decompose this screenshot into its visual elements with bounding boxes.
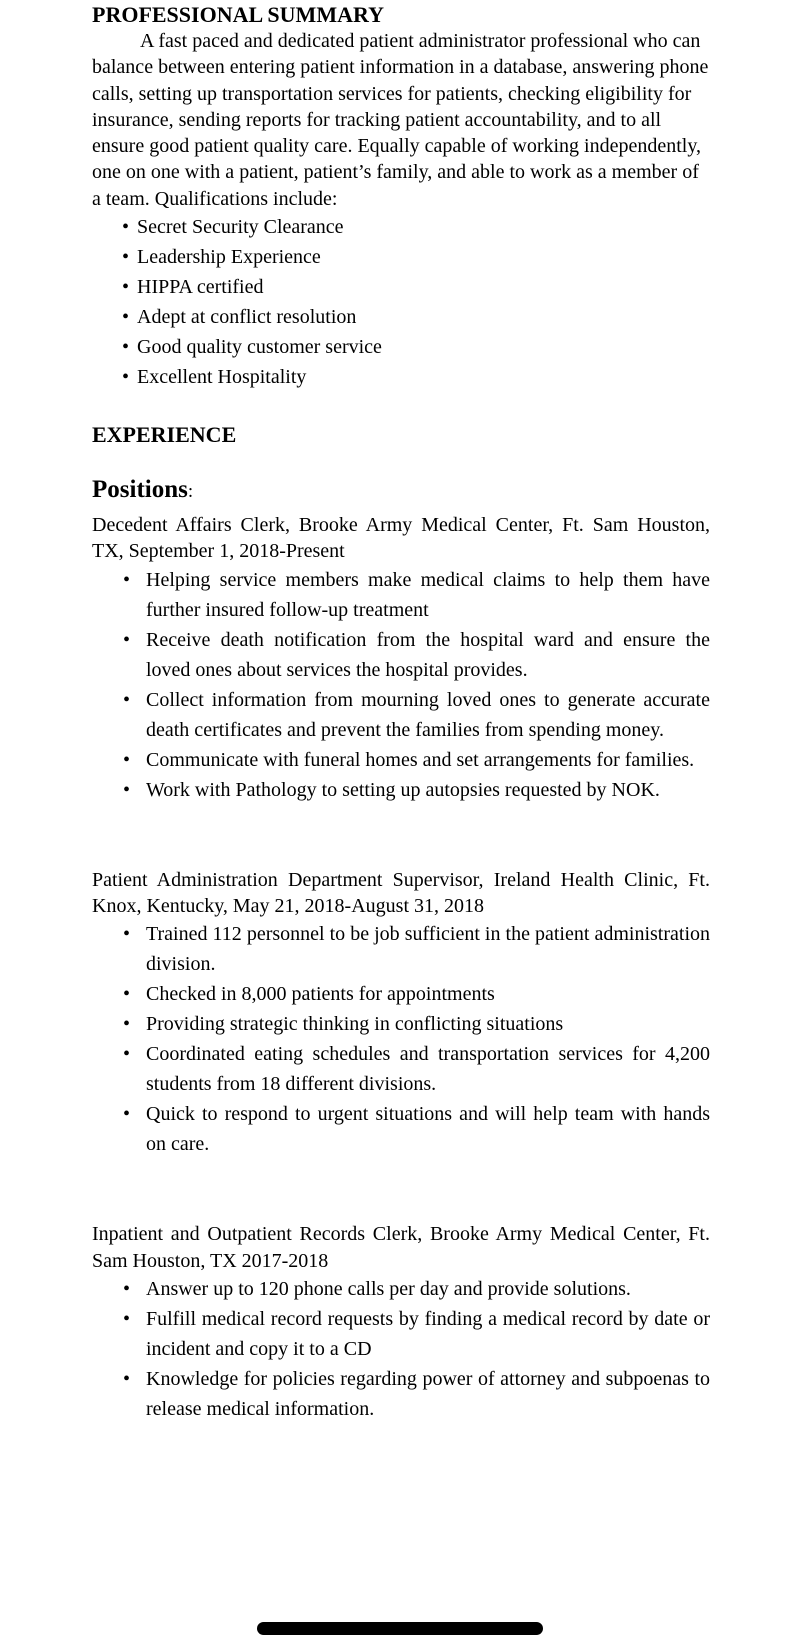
qualification-item: • HIPPA certified xyxy=(92,272,710,302)
home-indicator-bar[interactable] xyxy=(257,1622,543,1635)
qualification-item: • Leadership Experience xyxy=(92,242,710,272)
job-bullet: • Providing strategic thinking in conflicting situations xyxy=(92,1009,710,1039)
job-bullet: • Communicate with funeral homes and set arrangements for families. xyxy=(92,745,710,775)
positions-colon: : xyxy=(187,481,194,503)
jobs-container xyxy=(92,512,710,1424)
job-bullet: • Coordinated eating schedules and transportation services for 4,200 students from 18 different divisions. xyxy=(92,1039,710,1099)
qualification-item: • Excellent Hospitality xyxy=(92,362,710,392)
experience-heading: EXPERIENCE xyxy=(92,422,237,448)
job-entry xyxy=(92,867,710,1160)
job-bullet: • Knowledge for policies regarding power of attorney and subpoenas to release medical information. xyxy=(92,1364,710,1424)
job-bullets-list xyxy=(92,565,710,805)
job-entry xyxy=(92,512,710,805)
job-title: Patient Administration Department Supervisor, Ireland Health Clinic, Ft. Knox, Kentucky, May 21, 2018-August 31, 2018 xyxy=(92,868,710,917)
job-bullet: • Collect information from mourning loved ones to generate accurate death certificates and prevent the families from spending money. xyxy=(92,685,710,745)
job-bullet: • Receive death notification from the hospital ward and ensure the loved ones about services the hospital provides. xyxy=(92,625,710,685)
qualification-item: • Adept at conflict resolution xyxy=(92,302,710,332)
job-entry xyxy=(92,1221,710,1424)
job-bullet: • Work with Pathology to setting up autopsies requested by NOK. xyxy=(92,775,710,805)
professional-summary-heading: PROFESSIONAL SUMMARY xyxy=(92,2,384,27)
summary-paragraph: A fast paced and dedicated patient administrator professional who can balance between entering patient information in a database, answering phone calls, setting up transportation services for patients, checking eligibility for insurance, sending reports for tracking patient accountability, and to all ensure good patient quality care. Equally capable of working independently, one on one with a patient, patient’s family, and able to work as a member of a team. Qualifications include: xyxy=(92,30,709,210)
job-title: Decedent Affairs Clerk, Brooke Army Medical Center, Ft. Sam Houston, TX, September 1, 2018-Present xyxy=(92,514,710,563)
job-bullet: • Helping service members make medical claims to help them have further insured follow-up treatment xyxy=(92,565,710,625)
qualifications-list xyxy=(92,212,710,392)
job-bullet: • Fulfill medical record requests by finding a medical record by date or incident and copy it to a CD xyxy=(92,1304,710,1364)
job-bullet: • Trained 112 personnel to be job sufficient in the patient administration division. xyxy=(92,919,710,979)
job-bullets-list xyxy=(92,1274,710,1424)
positions-heading xyxy=(92,474,710,508)
job-bullet: • Answer up to 120 phone calls per day and provide solutions. xyxy=(92,1274,710,1304)
job-bullets-list xyxy=(92,919,710,1159)
positions-label: Positions xyxy=(92,476,188,504)
job-bullet: • Quick to respond to urgent situations and will help team with hands on care. xyxy=(92,1099,710,1159)
qualification-item: • Good quality customer service xyxy=(92,332,710,362)
qualification-item: • Secret Security Clearance xyxy=(92,212,710,242)
job-title: Inpatient and Outpatient Records Clerk, Brooke Army Medical Center, Ft. Sam Houston, TX 2017-2018 xyxy=(92,1223,710,1272)
job-bullet: • Checked in 8,000 patients for appointments xyxy=(92,979,710,1009)
